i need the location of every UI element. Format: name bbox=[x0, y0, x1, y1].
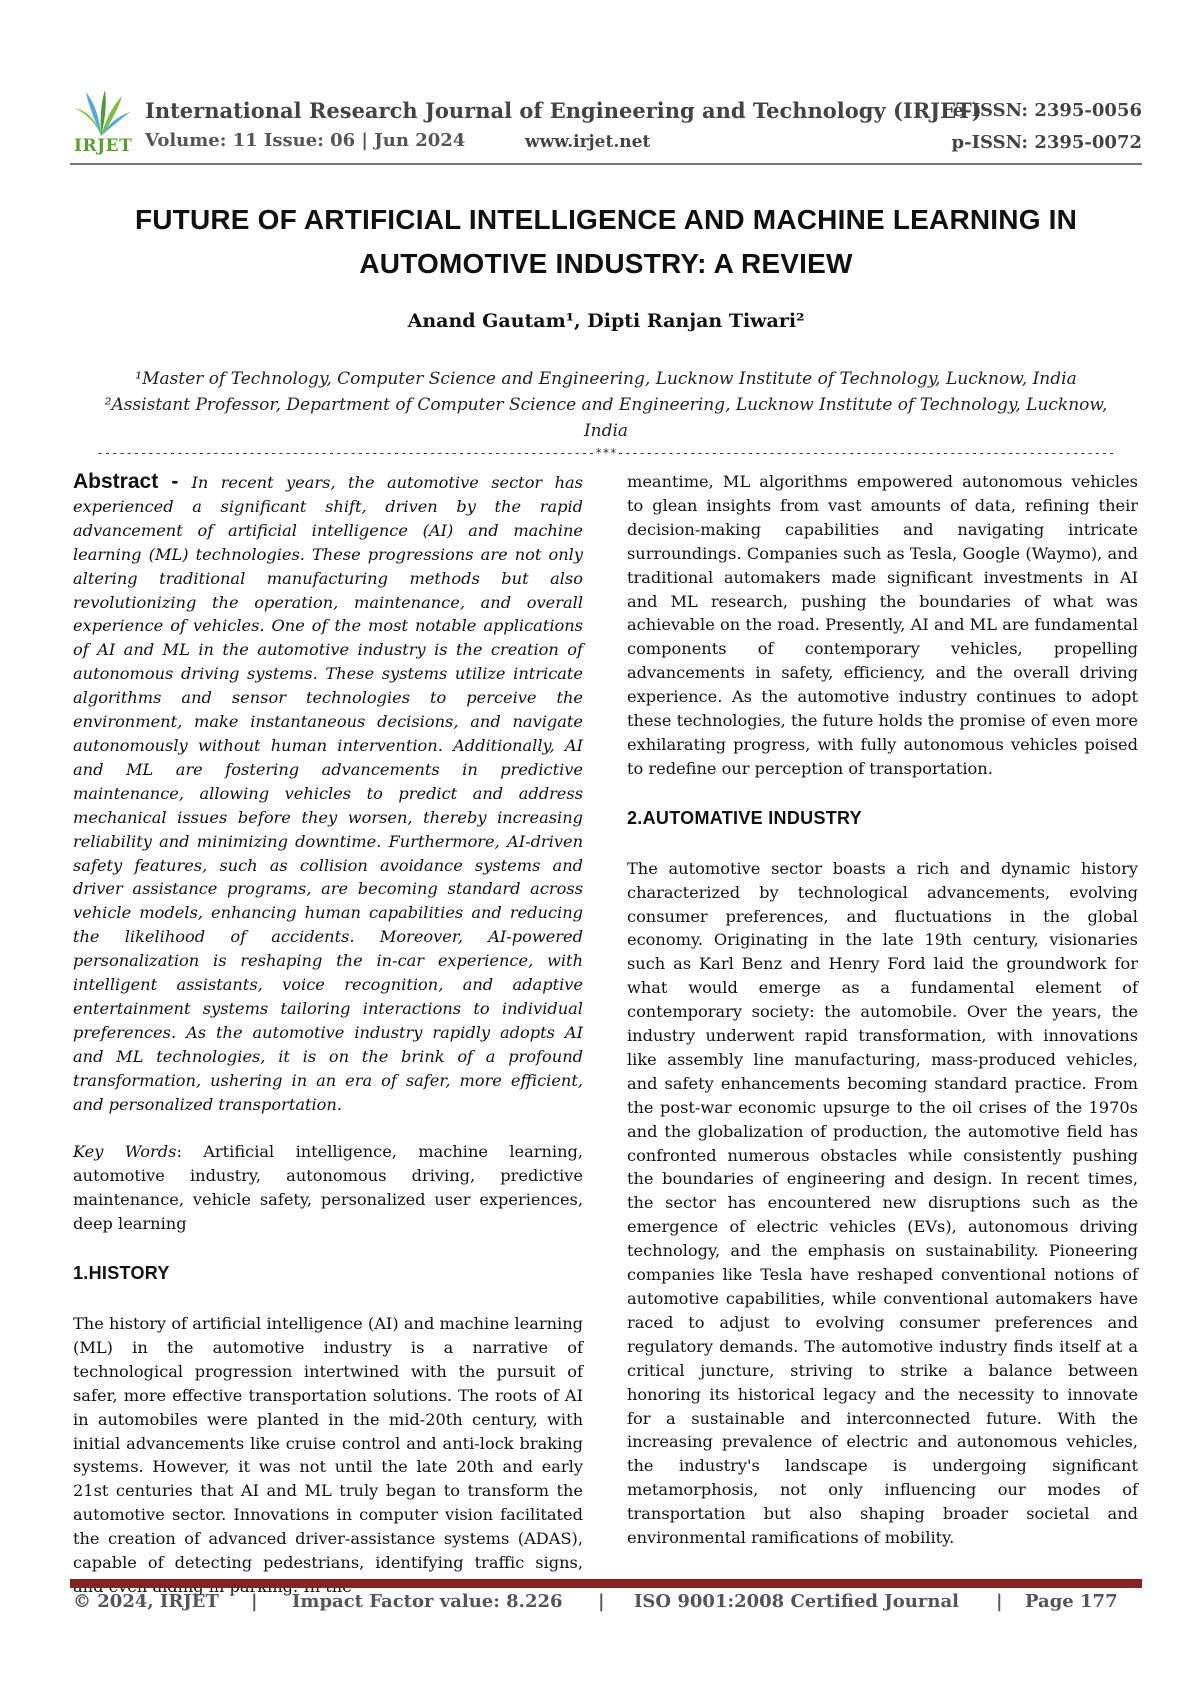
abstract bbox=[73, 470, 583, 1116]
header-rule bbox=[70, 163, 1142, 165]
leaf-icon bbox=[70, 88, 132, 138]
affiliation-2: ²Assistant Professor, Department of Computer Science and Engineering, Lucknow Institute of Technology, Lucknow, India bbox=[104, 395, 1108, 441]
volume-issue: Volume: 11 Issue: 06 | Jun 2024 bbox=[145, 130, 466, 151]
keywords-label: Key Words bbox=[73, 1142, 177, 1162]
affiliation-1: ¹Master of Technology, Computer Science and Engineering, Lucknow Institute of Technology, Lucknow, India bbox=[135, 369, 1077, 389]
section-heading-industry: 2.AUTOMATIVE INDUSTRY bbox=[627, 807, 862, 828]
p-issn: p-ISSN: 2395-0072 bbox=[951, 132, 1142, 153]
section-text-history: The history of artificial intelligence (AI) and machine learning (ML) in the automotive industry is a narrative of technological progression intertwined with the pursuit of safer, more effective transportation solutions. The roots of AI in automobiles were planted in the mid-20th century, with initial advancements like cruise control and anti-lock braking systems. However, it was not until the late 20th and early 21st centuries that AI and ML truly began to transform the automotive sector. Innovations in computer vision facilitated the creation of advanced driver-assistance systems (ADAS), capable of detecting pedestrians, identifying traffic signs, bbox=[73, 1314, 583, 1573]
section-text-history-continued: meantime, ML algorithms empowered autonomous vehicles to glean insights from vast amounts of data, refining their decision-making capabilities and navigating intricate surroundings. Companies such as Tesla, Google (Waymo), and traditional automakers made significant investments in AI and ML research, pushing the boundaries of what was achievable on the road. Presently, AI and ML are fundamental components of contemporary vehicles, propelling advancements in safety, efficiency, and the overall driving experience. As the automotive industry continues to adopt these technologies, the future holds the promise of even more exhilarating progress, with fully autonomous vehicles poised to redefine our perception of transportation. bbox=[627, 472, 1138, 778]
journal-name: International Research Journal of Engineering and Technology (IRJET) bbox=[145, 98, 982, 123]
title-line-2: AUTOMOTIVE INDUSTRY: A REVIEW bbox=[359, 248, 853, 279]
website-link[interactable]: www.irjet.net bbox=[525, 132, 651, 152]
keywords bbox=[73, 1140, 583, 1236]
logo-text: IRJET bbox=[74, 136, 133, 156]
section-separator: ---------------------------------------------------------------------***--------------------------------------------------------------------- bbox=[96, 446, 1116, 460]
keywords-text: : Artificial intelligence, machine learning, automotive industry, autonomous driving, predictive maintenance, vehicle safety, personalized user experiences, deep learning bbox=[73, 1142, 583, 1234]
footer-iso: ISO 9001:2008 Certified Journal bbox=[634, 1591, 959, 1612]
journal-header bbox=[70, 88, 1142, 160]
abstract-label: Abstract - bbox=[73, 470, 192, 493]
irjet-logo bbox=[70, 88, 132, 156]
footer-page-number: Page 177 bbox=[1025, 1591, 1118, 1612]
section-text-industry: The automotive sector boasts a rich and dynamic history characterized by technological advancements, evolving consumer preferences, and fluctuations in the global economy. Originating in the late 19th century, visionaries such as Karl Benz and Henry Ford laid the groundwork for what would emerge as a fundamental element of contemporary society: the automobile. Over the years, the industry underwent rapid transformation, with innovations like assembly line manufacturing, mass-produced vehicles, and safety enhancements becoming standard practice. From the post-war economic upsurge to the oil crises of the 1970s and the globalization of production, the automotive field has confronted numerous obstacles while consistently pushing the boundaries of engineering and design. In recent times, the sector has encountered new disruptions such as the emergence of electric vehicles (EVs), autonomous driving technology, and the emphasis on sustainability. Pioneering companies like Tesla have reshaped conventional notions of automotive capabilities, while conventional automakers have raced to adjust to evolving consumer preferences and regulatory demands. The automotive industry finds itself at a critical juncture, striving to strike a balance between honoring its historical legacy and the necessity to innovate for a sustainable and interconnected future. With the increasing prevalence of electric and autonomous vehicles, the industry's landscape is undergoing significant metamorphosis, not only influencing our modes of transportation but also shaping broader societal and environmental ramifications of mobility. bbox=[627, 858, 1138, 1548]
footer-divider-2: | bbox=[598, 1591, 605, 1612]
right-column bbox=[627, 470, 1138, 1550]
section-heading-history: 1.HISTORY bbox=[73, 1263, 170, 1284]
footer-impact-factor: Impact Factor value: 8.226 bbox=[292, 1591, 563, 1612]
footer-divider-3: | bbox=[996, 1591, 1003, 1612]
affiliations bbox=[90, 366, 1122, 444]
page-footer bbox=[73, 1591, 1145, 1621]
authors: Anand Gautam¹, Dipti Ranjan Tiwari² bbox=[407, 310, 805, 332]
abstract-text: In recent years, the automotive sector has experienced a significant shift, driven by the rapid advancement of artificial intelligence (AI) and machine learning (ML) technologies. These progressions are not only altering traditional manufacturing methods but also revolutionizing the operation, maintenance, and overall experience of vehicles. One of the most notable applications of AI and ML in the automotive industry is the creation of autonomous driving systems. These systems utilize intricate algorithms and sensor technologies to perceive the environment, make instantaneous decisions, and navigate autonomously without human intervention. Additionally, AI and ML are fostering advancements in predictive maintenance, allowing vehicles to predict and address mechanical issues before they worsen, thereby increasing reliability and minimizing downtime. Furthermore, AI-driven safety features, such as collision avoidance systems and driver assistance programs, are becoming standard across vehicle models, enhancing human capabilities and reducing the likelihood of accidents. Moreover, AI-powered personalization is reshaping the in-car experience, with intelligent assistants, voice recognition, and adaptive entertainment systems tailoring interactions to individual preferences. As the automotive industry rapidly adopts AI and ML technologies, it is on the brink of a profound transformation, ushering in an era of safer, more efficient, and personalized transportation. bbox=[73, 473, 583, 1114]
title-line-1: FUTURE OF ARTIFICIAL INTELLIGENCE AND MACHINE LEARNING IN bbox=[134, 204, 1078, 235]
footer-divider-1: | bbox=[251, 1591, 258, 1612]
footer-bar bbox=[70, 1579, 1142, 1588]
e-issn: e-ISSN: 2395-0056 bbox=[952, 100, 1142, 121]
footer-copyright: © 2024, IRJET bbox=[73, 1591, 219, 1612]
left-column bbox=[73, 470, 583, 1599]
paper-title bbox=[70, 198, 1142, 286]
